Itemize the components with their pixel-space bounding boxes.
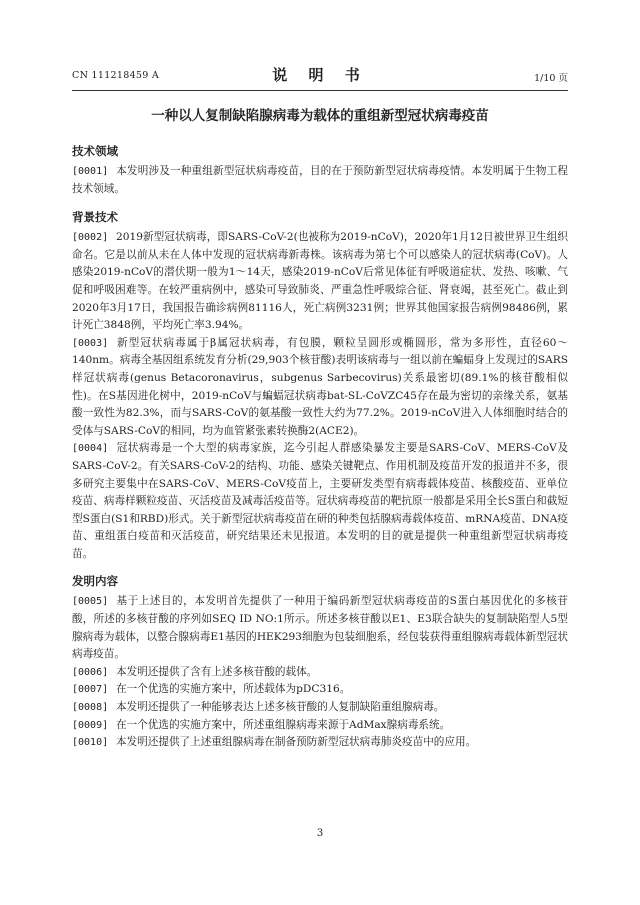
page-header: [72, 64, 568, 91]
paragraph-text: 本发明还提供了一种能够表达上述多核苷酸的人复制缺陷重组腺病毒。: [116, 701, 445, 714]
paragraph-0007: [72, 681, 568, 699]
paragraph-text: 基于上述目的，本发明首先提供了一种用于编码新型冠状病毒疫苗的S蛋白基因优化的多核苷酸，所述的多核苷酸的序列如SEQ ID NO:1所示。所述多核苷酸以E1、E3联合缺失的复制缺陷型人5型腺病毒为载体，以整合腺病毒E1基因的HEK293细胞为包装细胞系，经包装获得重组腺病毒载体新型冠状病毒疫苗。: [72, 595, 568, 661]
paragraph-text: 在一个优选的实施方案中，所述载体为pDC316。: [116, 683, 351, 696]
paragraph-text: 本发明还提供了含有上述多核苷酸的载体。: [116, 665, 318, 678]
section-title-background: 背景技术: [72, 210, 118, 225]
paragraph-0001: [72, 163, 568, 198]
paragraph-number: [0003]: [72, 337, 109, 349]
paragraph-0003: [72, 335, 568, 441]
paragraph-0005: [72, 593, 568, 663]
section-title-tech-field: 技术领域: [72, 144, 118, 158]
paragraph-number: [0005]: [72, 596, 109, 608]
paragraph-0004: [72, 440, 568, 563]
paragraph-number: [0006]: [72, 666, 109, 678]
paragraph-text: 2019新型冠状病毒，即SARS-CoV-2(也被称为2019-nCoV)，2020年1月12日被世界卫生组织命名。它是以前从未在人体中发现的冠状病毒新毒株。该病毒为第七个可以感染人的冠状病毒(CoV)。人感染2019-nCoV的潜伏期一般为1～14天，感染2019-nCoV后常见体征有呼吸道症状、发热、咳嗽、气促和呼吸困难等。在较严重病例中，感染可导致肺炎、严重急性呼吸综合征、肾衰竭，甚至死亡。截止到2020年3月17日，我国报告确诊病例81116人，死亡病例3231例；世界其他国家报告病例98486例，累计死亡3848例，平均死亡率3.94%。: [72, 231, 568, 332]
paragraph-text: 本发明涉及一种重组新型冠状病毒疫苗，目的在于预防新型冠状病毒疫情。本发明属于生物工程技术领域。: [72, 165, 568, 195]
paragraph-number: [0002]: [72, 232, 109, 244]
paragraph-0010: [72, 734, 568, 752]
paragraph-number: [0007]: [72, 684, 109, 696]
paragraph-text: 新型冠状病毒属于β属冠状病毒，有包膜，颗粒呈圆形或椭圆形，常为多形性，直径60～140nm。病毒全基因组系统发育分析(29,903个核苷酸)表明该病毒与一组以前在蝙蝠身上发现过的SARS样冠状病毒(genus Betacoronavirus，subgenus Sarbecovirus)关系最密切(89.1%的核苷酸相似性)。在S基因进化树中，2019-nCoV与蝙蝠冠状病毒bat-SL-CoVZC45存在最为密切的亲缘关系，氨基酸一致性为82.3%，而与SARS-CoV的氨基酸一致性大约为77.2%。2019-nCoV进入人体细胞时结合的受体与SARS-CoV的相同，均为血管紧张素转换酶2(ACE2)。: [72, 336, 568, 437]
paragraph-number: [0001]: [72, 166, 109, 177]
publication-number: CN 111218459 A: [72, 70, 160, 81]
paragraph-text: 冠状病毒是一个大型的病毒家族，迄今引起人群感染暴发主要是SARS-CoV、MERS-CoV及SARS-CoV-2。有关SARS-CoV-2的结构、功能、感染关键靶点、作用机制及疫苗开发的报道并不多，很多研究主要集中在SARS-CoV、MERS-CoV疫苗上，主要研发类型有病毒载体疫苗、核酸疫苗、亚单位疫苗、病毒样颗粒疫苗、灭活疫苗及减毒活疫苗等。冠状病毒疫苗的靶抗原一般都是采用全长S蛋白和截短型S蛋白(S1和RBD)形式。关于新型冠状病毒疫苗在研的种类包括腺病毒载体疫苗、mRNA疫苗、DNA疫苗、重组蛋白疫苗和灭活疫苗，研究结果还未见报道。本发明的目的就是提供一种重组新型冠状病毒疫苗。: [72, 442, 568, 560]
document-title: 一种以人复制缺陷腺病毒为载体的重组新型冠状病毒疫苗: [151, 108, 489, 124]
paragraph-text: 在一个优选的实施方案中，所述重组腺病毒来源于AdMax腺病毒系统。: [116, 718, 451, 731]
section-title-invention: 发明内容: [72, 574, 118, 589]
page-info: 1/10 页: [534, 73, 568, 84]
paragraph-number: [0004]: [72, 443, 109, 455]
paragraph-number: [0010]: [72, 737, 109, 749]
paragraph-number: [0009]: [72, 719, 109, 731]
paragraph-0008: [72, 699, 568, 717]
paragraph-0006: [72, 664, 568, 682]
paragraph-number: [0008]: [72, 702, 109, 714]
paragraph-0002: [72, 229, 568, 335]
document-body: [72, 143, 568, 752]
document-type: 说 明 书: [272, 66, 368, 84]
page-number: 3: [316, 828, 324, 839]
paragraph-text: 本发明还提供了上述重组腺病毒在制备预防新型冠状病毒肺炎疫苗中的应用。: [116, 736, 477, 749]
paragraph-0009: [72, 717, 568, 735]
